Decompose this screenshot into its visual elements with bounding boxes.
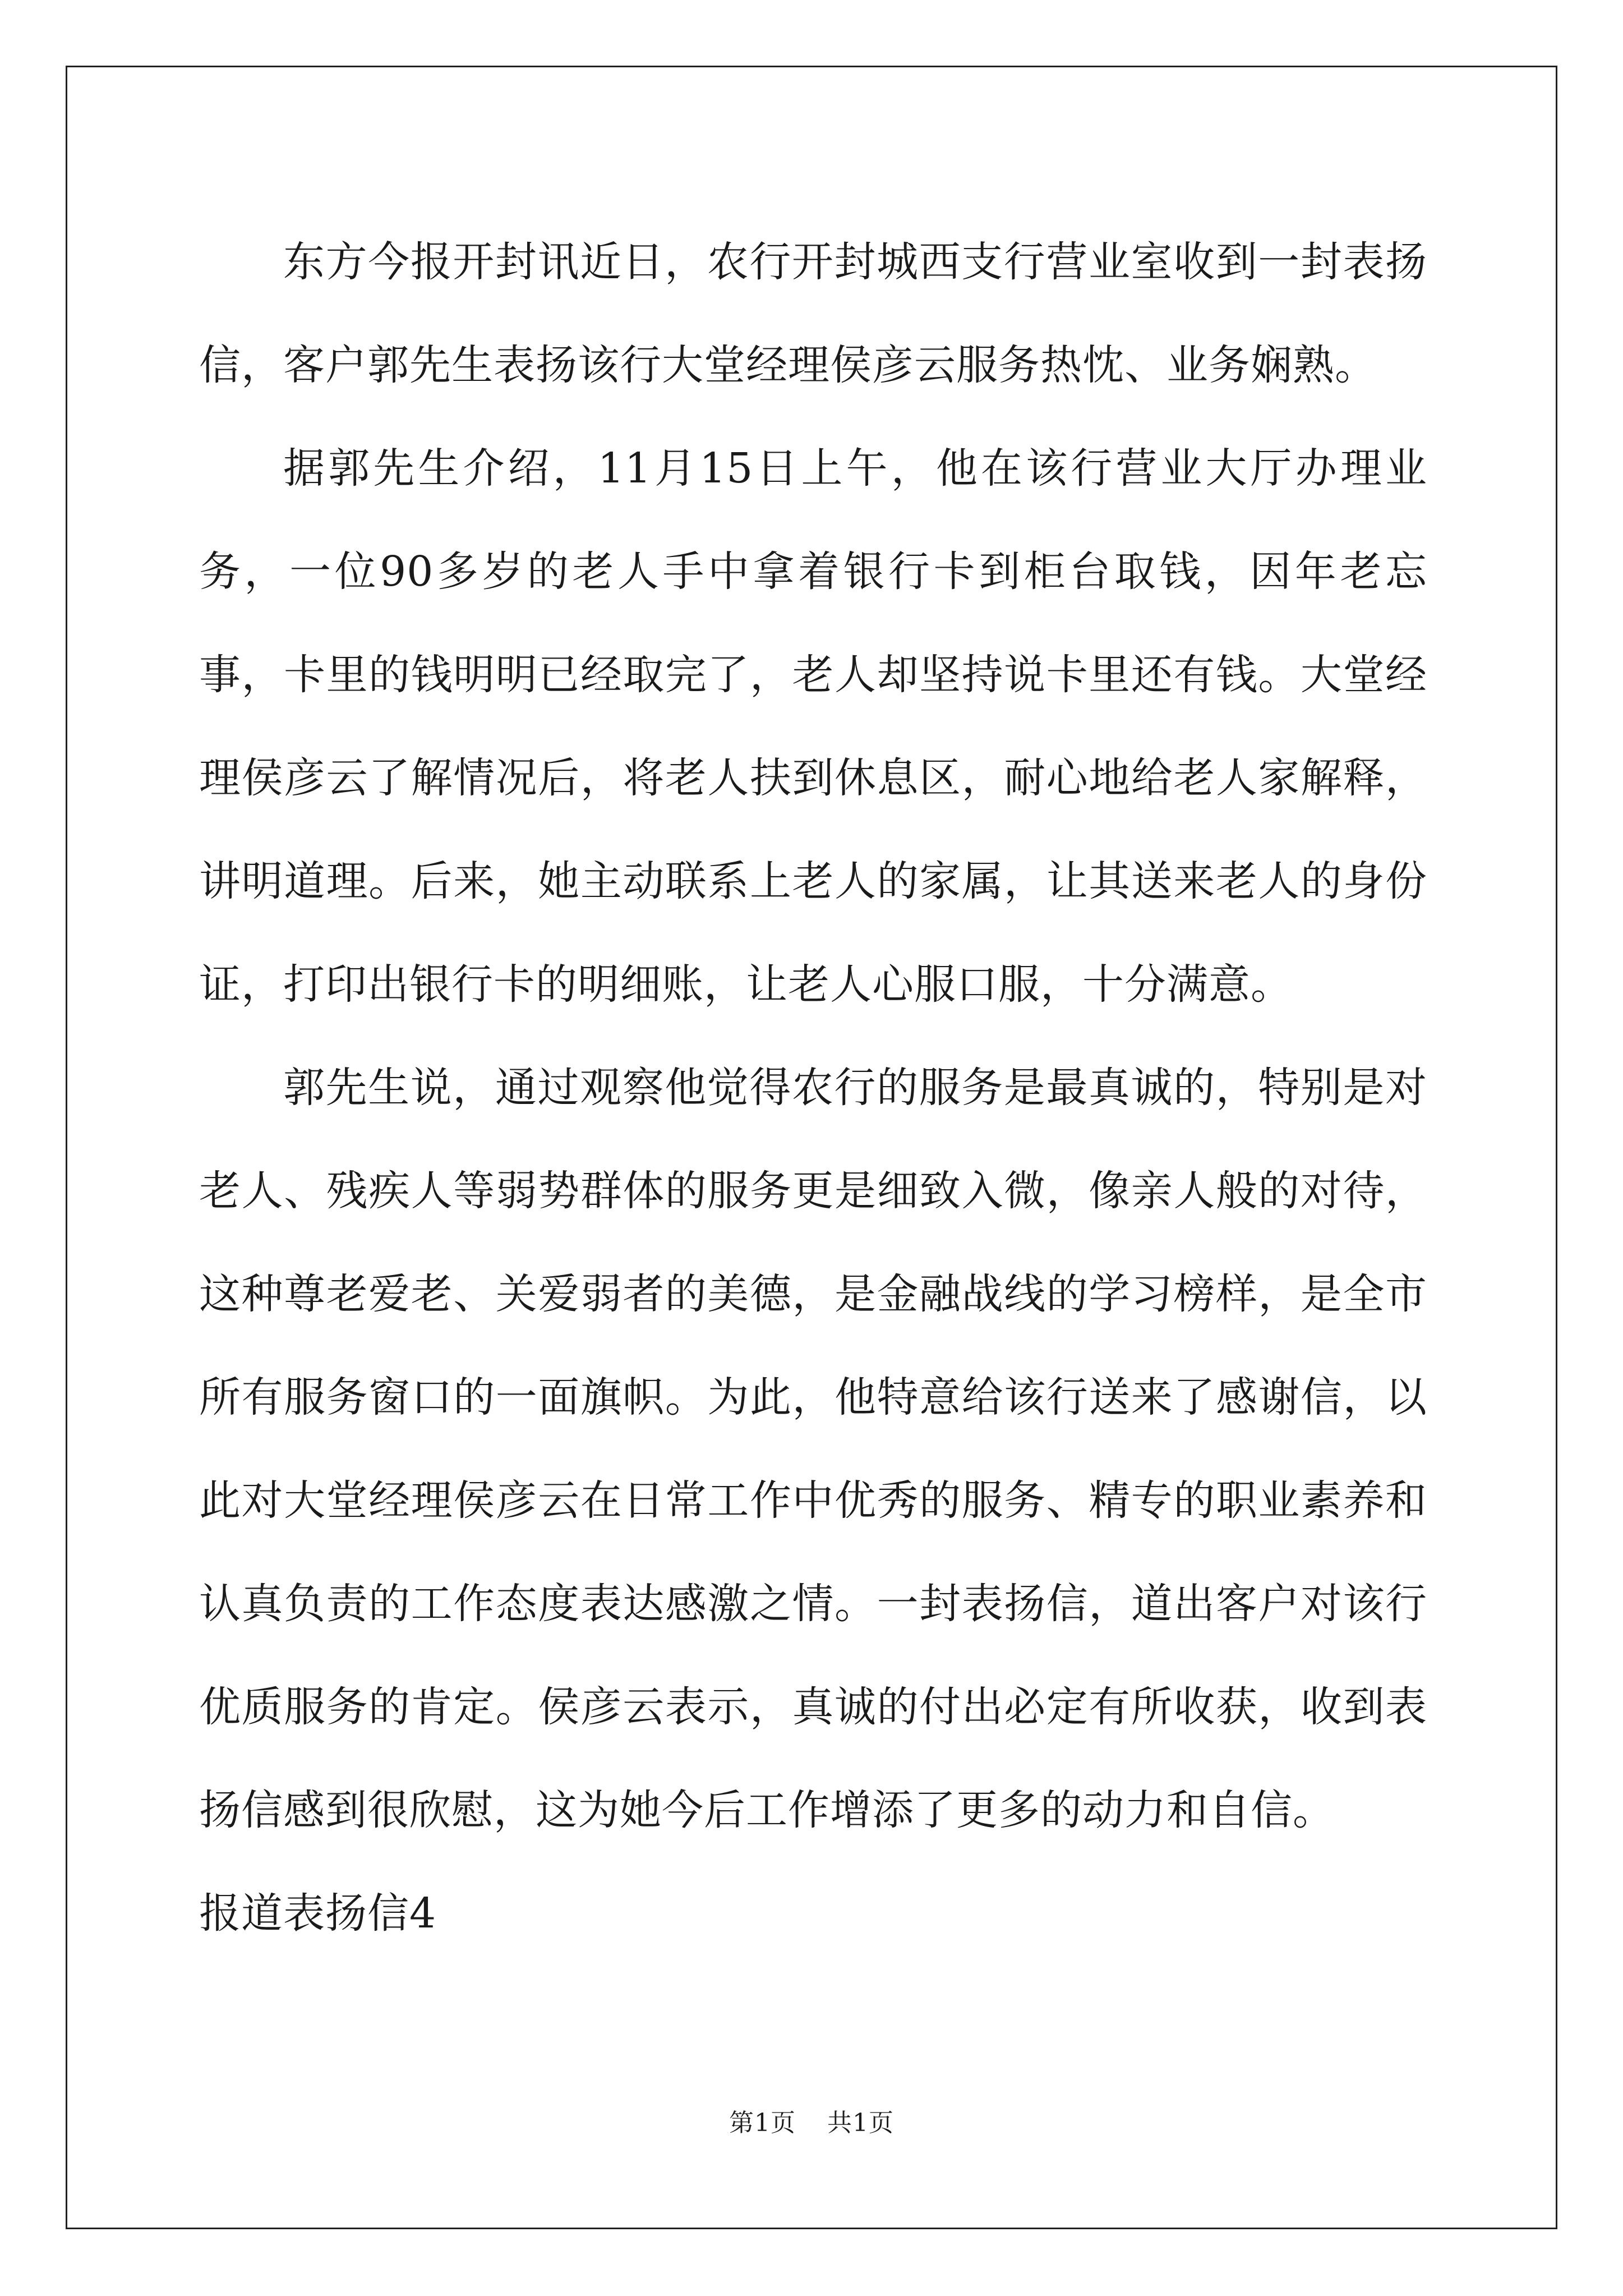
paragraph-2: 据郭先生介绍，11月15日上午，他在该行营业大厅办理业务，一位90多岁的老人手中拿着银行卡到柜台取钱，因年老忘事，卡里的钱明明已经取完了，老人却坚持说卡里还有钱。大堂经理侯彦云了解情况后，将老人扶到休息区，耐心地给老人家解释，讲明道理。后来，她主动联系上老人的家属，让其送来老人的身份证，打印出银行卡的明细账，让老人心服口服，十分满意。	[199, 444, 1427, 1009]
paragraph-1: 东方今报开封讯近日，农行开封城西支行营业室收到一封表扬信，客户郭先生表扬该行大堂经理侯彦云服务热忱、业务娴熟。	[199, 238, 1427, 389]
section-heading: 报道表扬信4	[199, 1889, 437, 1938]
paragraph-3: 郭先生说，通过观察他觉得农行的服务是最真诚的，特别是对老人、残疾人等弱势群体的服务更是细致入微，像亲人般的对待，这种尊老爱老、关爱弱者的美德，是金融战线的学习榜样，是全市所有服务窗口的一面旗帜。为此，他特意给该行送来了感谢信，以此对大堂经理侯彦云在日常工作中优秀的服务、精专的职业素养和认真负责的工作态度表达感激之情。一封表扬信，道出客户对该行优质服务的肯定。侯彦云表示，真诚的付出必定有所收获，收到表扬信感到很欣慰，这为她今后工作增添了更多的动力和自信。	[199, 1064, 1427, 1834]
page-number-current: 第1页	[729, 2109, 796, 2137]
document-body	[199, 210, 1427, 1965]
page-footer	[0, 2106, 1623, 2140]
page-number-total: 共1页	[827, 2109, 894, 2137]
